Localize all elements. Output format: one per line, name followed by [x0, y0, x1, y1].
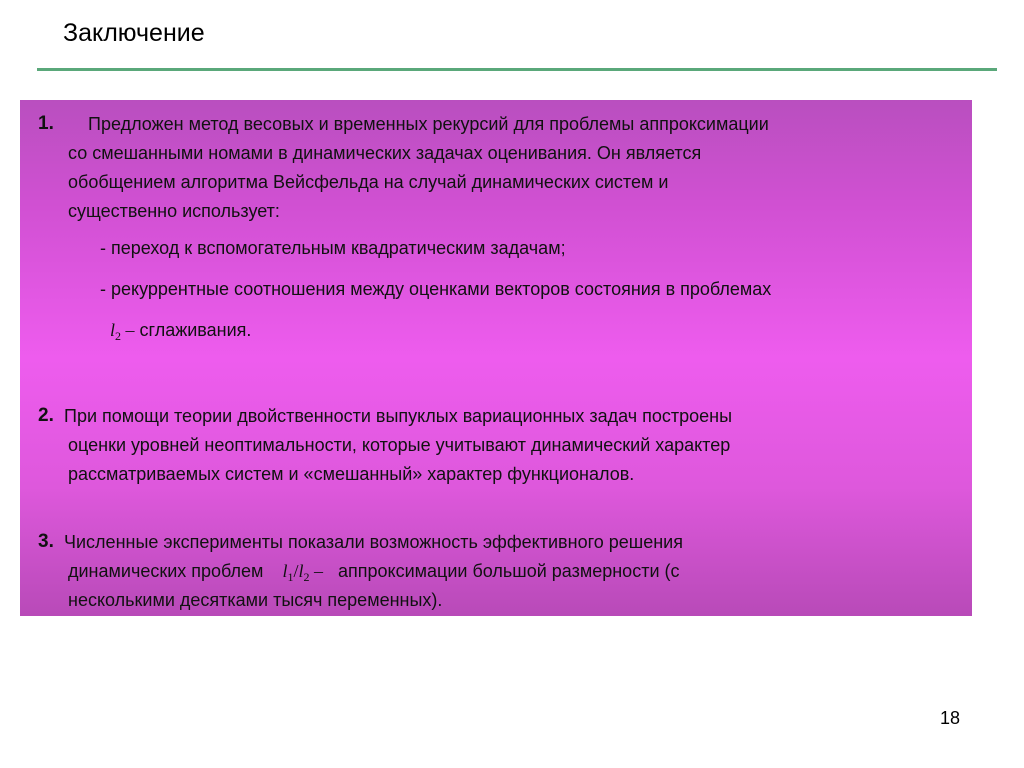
- item-text-line: со смешанными номами в динамических задачах оценивания. Он является: [68, 143, 702, 163]
- conclusion-panel: [20, 100, 972, 616]
- item-text-line: обобщением алгоритма Вейсфельда на случай динамических систем и: [68, 172, 669, 192]
- item-number: 1.: [38, 113, 54, 134]
- slide-title: Заключение: [63, 19, 205, 47]
- item-text-line: оценки уровней неоптимальности, которые учитывают динамический характер: [68, 435, 731, 455]
- item-tail-text: сглаживания.: [139, 320, 252, 340]
- item-text-line: рассматриваемых систем и «смешанный» характер функционалов.: [68, 464, 635, 484]
- item-text-line: существенно использует:: [68, 201, 280, 221]
- item-number: 3.: [38, 531, 54, 552]
- math-line: [110, 316, 251, 350]
- item-text-line: Численные эксперименты показали возможность эффективного решения: [64, 532, 683, 552]
- math-formula-l2: $l_2$ –: [110, 320, 135, 343]
- item-number: 2.: [38, 405, 54, 426]
- item-text-line: динамических проблем $l_1/l_2$ – аппроксимации большой размерности (с: [68, 561, 680, 584]
- page-number: 18: [940, 708, 961, 728]
- item-text-line: Предложен метод весовых и временных рекурсий для проблемы аппроксимации: [88, 114, 769, 134]
- title-divider: [37, 68, 997, 71]
- math-formula-l1-l2: $l_1/l_2$ –: [282, 561, 323, 584]
- sub-bullet: - рекуррентные соотношения между оценками векторов состояния в проблемах: [100, 279, 772, 299]
- item-text-line: При помощи теории двойственности выпуклых вариационных задач построены: [64, 406, 733, 426]
- item-text-line: несколькими десятками тысяч переменных).: [68, 590, 443, 610]
- sub-bullet: - переход к вспомогательным квадратическим задачам;: [100, 238, 566, 258]
